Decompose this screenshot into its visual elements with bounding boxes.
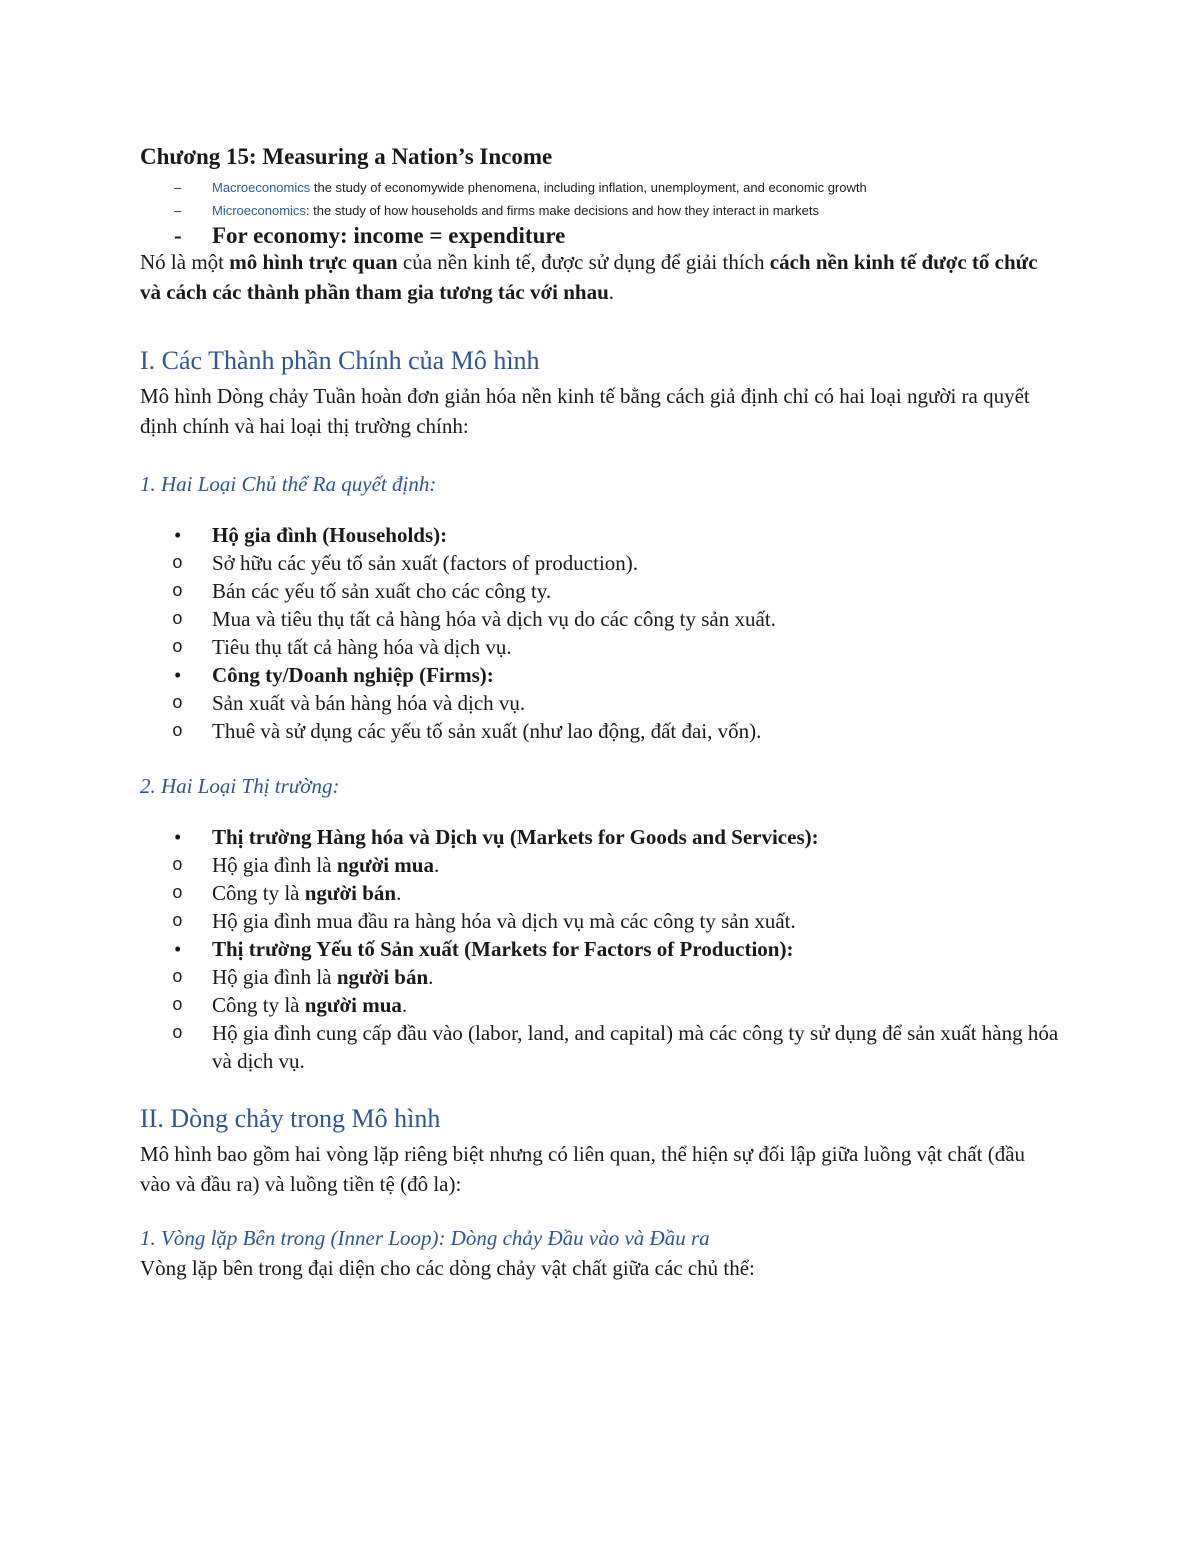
intro-text: của nền kinh tế, được sử dụng để giải thích <box>397 250 770 274</box>
households-sublist <box>140 549 1060 661</box>
sublist-bold: người bán <box>336 965 429 989</box>
goods-market-sublist <box>140 851 1060 935</box>
circle-marker: o <box>172 856 183 876</box>
definition-macroeconomics <box>140 176 1060 199</box>
decision-makers-list <box>140 521 1060 549</box>
sublist-text: Hộ gia đình là <box>212 853 337 877</box>
section-heading-2: II. Dòng chảy trong Mô hình <box>140 1104 441 1133</box>
intro-bold: cách nền kinh tế được tổ chức và cách các thành phần tham gia tương tác với nhau <box>140 250 1038 304</box>
chapter-title: Chương 15: Measuring a Nation’s Income <box>140 144 553 169</box>
sublist-text: Công ty là <box>212 993 305 1017</box>
sublist-item <box>140 577 1060 605</box>
sublist-item <box>140 549 1060 577</box>
subsection-heading-1-1: 1. Hai Loại Chủ thể Ra quyết định: <box>140 472 437 496</box>
intro-text: . <box>608 280 614 304</box>
markets-list-cont <box>140 935 1060 963</box>
bullet-marker: • <box>174 523 182 547</box>
list-item-label: Thị trường Yếu tố Sản xuất (Markets for Factors of Production): <box>212 937 794 961</box>
circle-marker: o <box>172 694 183 714</box>
dash-marker: – <box>174 203 182 218</box>
list-item <box>140 935 1060 963</box>
sublist-text: Thuê và sử dụng các yếu tố sản xuất (như lao động, đất đai, vốn). <box>212 719 762 743</box>
sublist-text: Hộ gia đình là <box>212 965 337 989</box>
intro-paragraph <box>140 247 1060 307</box>
circle-marker: o <box>172 554 183 574</box>
factor-market-sublist <box>140 963 1060 1075</box>
economy-identity-text: For economy: income = expenditure <box>212 223 566 248</box>
list-item-label: Hộ gia đình (Households): <box>212 523 448 547</box>
definition-microeconomics <box>140 199 1060 222</box>
intro-text: Nó là một <box>140 250 230 274</box>
definition-list <box>140 176 1060 247</box>
section-heading-1: I. Các Thành phần Chính của Mô hình <box>140 346 540 375</box>
sublist-item <box>140 1019 1060 1075</box>
circle-marker: o <box>172 610 183 630</box>
circle-marker: o <box>172 912 183 932</box>
sublist-text: . <box>401 993 408 1017</box>
sublist-text: Hộ gia đình cung cấp đầu vào (labor, land, and capital) mà các công ty sử dụng để sản xuất hàng hóa và dịch vụ. <box>212 1021 1059 1073</box>
sublist-item <box>140 851 1060 879</box>
sublist-bold: người bán <box>304 881 397 905</box>
firms-sublist <box>140 689 1060 745</box>
bullet-marker: • <box>174 825 182 849</box>
circle-marker: o <box>172 722 183 742</box>
circle-marker: o <box>172 884 183 904</box>
sublist-text: Mua và tiêu thụ tất cả hàng hóa và dịch vụ do các công ty sản xuất. <box>212 607 776 631</box>
sublist-item <box>140 605 1060 633</box>
dash-marker: – <box>174 180 182 195</box>
sublist-item <box>140 689 1060 717</box>
definition-text: : the study of how households and firms make decisions and how they interact in markets <box>305 203 819 218</box>
sublist-item <box>140 991 1060 1019</box>
sublist-text: . <box>396 881 402 905</box>
economy-identity-line <box>140 224 1060 247</box>
section-1-paragraph: Mô hình Dòng chảy Tuần hoàn đơn giản hóa nền kinh tế bằng cách giả định chỉ có hai loại người ra quyết định chính và hai loại thị trường chính: <box>140 384 1030 438</box>
sublist-text: Công ty là <box>212 881 305 905</box>
sublist-text: . <box>428 965 434 989</box>
circle-marker: o <box>172 582 183 602</box>
sublist-item <box>140 907 1060 935</box>
sublist-text: Hộ gia đình mua đầu ra hàng hóa và dịch vụ mà các công ty sản xuất. <box>212 909 796 933</box>
list-item-label: Thị trường Hàng hóa và Dịch vụ (Markets for Goods and Services): <box>212 825 819 849</box>
sublist-item <box>140 717 1060 745</box>
subsection-heading-2-1: 1. Vòng lặp Bên trong (Inner Loop): Dòng chảy Đầu vào và Đầu ra <box>140 1226 710 1250</box>
dash-marker: - <box>174 223 182 248</box>
circle-marker: o <box>172 638 183 658</box>
sublist-text: Tiêu thụ tất cả hàng hóa và dịch vụ. <box>212 635 512 659</box>
section-2-paragraph: Mô hình bao gồm hai vòng lặp riêng biệt nhưng có liên quan, thể hiện sự đối lập giữa luồng vật chất (đầu vào và đầu ra) và luồng tiền tệ (đô la): <box>140 1142 1026 1196</box>
sublist-item <box>140 879 1060 907</box>
list-item <box>140 823 1060 851</box>
circle-marker: o <box>172 1024 183 1044</box>
definition-term: Macroeconomics <box>212 180 311 195</box>
bullet-marker: • <box>174 663 182 687</box>
subsection-heading-1-2: 2. Hai Loại Thị trường: <box>140 774 340 798</box>
list-item <box>140 521 1060 549</box>
sublist-text: . <box>433 853 440 877</box>
intro-bold: mô hình trực quan <box>229 250 398 274</box>
circle-marker: o <box>172 996 183 1016</box>
sublist-bold: người mua <box>336 853 434 877</box>
definition-text: the study of economywide phenomena, including inflation, unemployment, and economic growth <box>310 180 867 195</box>
sublist-bold: người mua <box>304 993 402 1017</box>
sublist-text: Bán các yếu tố sản xuất cho các công ty. <box>212 579 552 603</box>
sublist-text: Sở hữu các yếu tố sản xuất (factors of production). <box>212 551 639 575</box>
definition-term: Microeconomics <box>212 203 306 218</box>
bullet-marker: • <box>174 937 182 961</box>
sublist-item <box>140 633 1060 661</box>
subsection-2-1-paragraph: Vòng lặp bên trong đại diện cho các dòng chảy vật chất giữa các chủ thể: <box>140 1256 755 1280</box>
decision-makers-list-cont <box>140 661 1060 689</box>
list-item-label: Công ty/Doanh nghiệp (Firms): <box>212 663 494 687</box>
list-item <box>140 661 1060 689</box>
markets-list <box>140 823 1060 851</box>
circle-marker: o <box>172 968 183 988</box>
sublist-text: Sản xuất và bán hàng hóa và dịch vụ. <box>212 691 526 715</box>
sublist-item <box>140 963 1060 991</box>
